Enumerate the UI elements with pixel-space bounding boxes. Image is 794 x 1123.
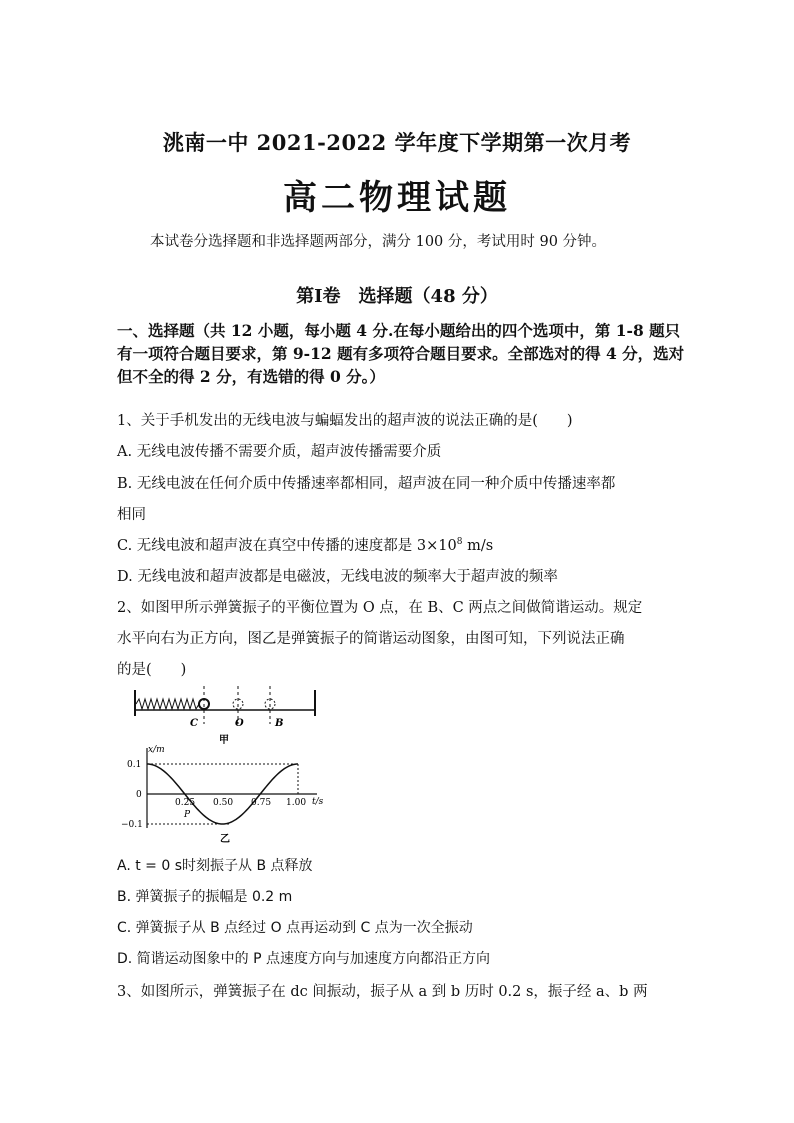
spring-coil: [136, 699, 199, 709]
q1-option-b-line2: 相同: [117, 507, 146, 523]
q2-stem-line1: 2、如图甲所示弹簧振子的平衡位置为 O 点，在 B、C 两点之间做简谐运动。规定: [117, 600, 643, 616]
x-tick-0.50: 0.50: [213, 798, 234, 808]
q1-option-c-exponent: 8: [456, 537, 463, 548]
y-tick-0: 0: [136, 790, 142, 800]
q2-stem-line2: 水平向右为正方向，图乙是弹簧振子的简谐运动图象，由图可知，下列说法正确: [117, 631, 625, 647]
figure-jia-caption: 甲: [219, 735, 229, 746]
label-o: O: [235, 718, 244, 729]
q1-stem: 1、关于手机发出的无线电波与蝙蝠发出的超声波的说法正确的是( ): [117, 413, 573, 429]
q2-stem-line3: 的是( ): [117, 662, 187, 678]
label-b: B: [275, 718, 284, 729]
point-p-label: P: [184, 810, 191, 820]
section-instructions: 一、选择题（共 12 小题，每小题 4 分.在每小题给出的四个选项中，第 1-8 题只有一项符合题目要求，第 9-12 题有多项符合题目要求。全部选对的得 4 分，选对但不全的得 2 分，有选错的得 0 分。）: [117, 321, 685, 386]
spring-oscillator-figure: [127, 684, 327, 746]
q2-option-c: C. 弹簧振子从 B 点经过 O 点再运动到 C 点为一次全振动: [117, 920, 473, 936]
xt-graph: [121, 742, 342, 850]
q2-option-d: D. 简谐运动图象中的 P 点速度方向与加速度方向都沿正方向: [117, 951, 491, 967]
q1-option-c-unit: m/s: [462, 538, 494, 554]
exam-header: 洮南一中 2021-2022 学年度下学期第一次月考: [162, 130, 632, 155]
y-tick-0.1: 0.1: [127, 760, 142, 770]
q1-option-c-text: C. 无线电波和超声波在真空中传播的速度都是 3×10: [117, 538, 457, 554]
q1-option-d: D. 无线电波和超声波都是电磁波，无线电波的频率大于超声波的频率: [117, 569, 558, 585]
q2-option-a: A. t = 0 s时刻振子从 B 点释放: [117, 858, 313, 874]
exam-intro: 本试卷分选择题和非选择题两部分，满分 100 分，考试用时 90 分钟。: [150, 234, 607, 250]
q1-option-a: A. 无线电波传播不需要介质，超声波传播需要介质: [117, 444, 442, 460]
figure-yi-caption: 乙: [220, 834, 230, 845]
x-tick-1.00: 1.00: [286, 798, 307, 808]
q1-option-c: [117, 534, 493, 555]
q2-option-b: B. 弹簧振子的振幅是 0.2 m: [117, 889, 293, 905]
x-tick-0.25: 0.25: [175, 798, 196, 808]
y-tick-neg0.1: −0.1: [121, 820, 143, 830]
part1-heading: 第Ⅰ卷 选择题（48 分）: [296, 286, 498, 307]
q3-stem-line1: 3、如图所示，弹簧振子在 dc 间振动，振子从 a 到 b 历时 0.2 s，振子经 a、b 两: [117, 984, 648, 1000]
x-axis-label: t/s: [312, 797, 324, 807]
q1-option-b-line1: B. 无线电波在任何介质中传播速率都相同，超声波在同一种介质中传播速率都: [117, 476, 616, 492]
page-title: 高二物理试题: [283, 178, 511, 218]
label-c: C: [190, 718, 198, 729]
x-tick-0.75: 0.75: [251, 798, 272, 808]
y-axis-label: x/m: [148, 745, 165, 755]
